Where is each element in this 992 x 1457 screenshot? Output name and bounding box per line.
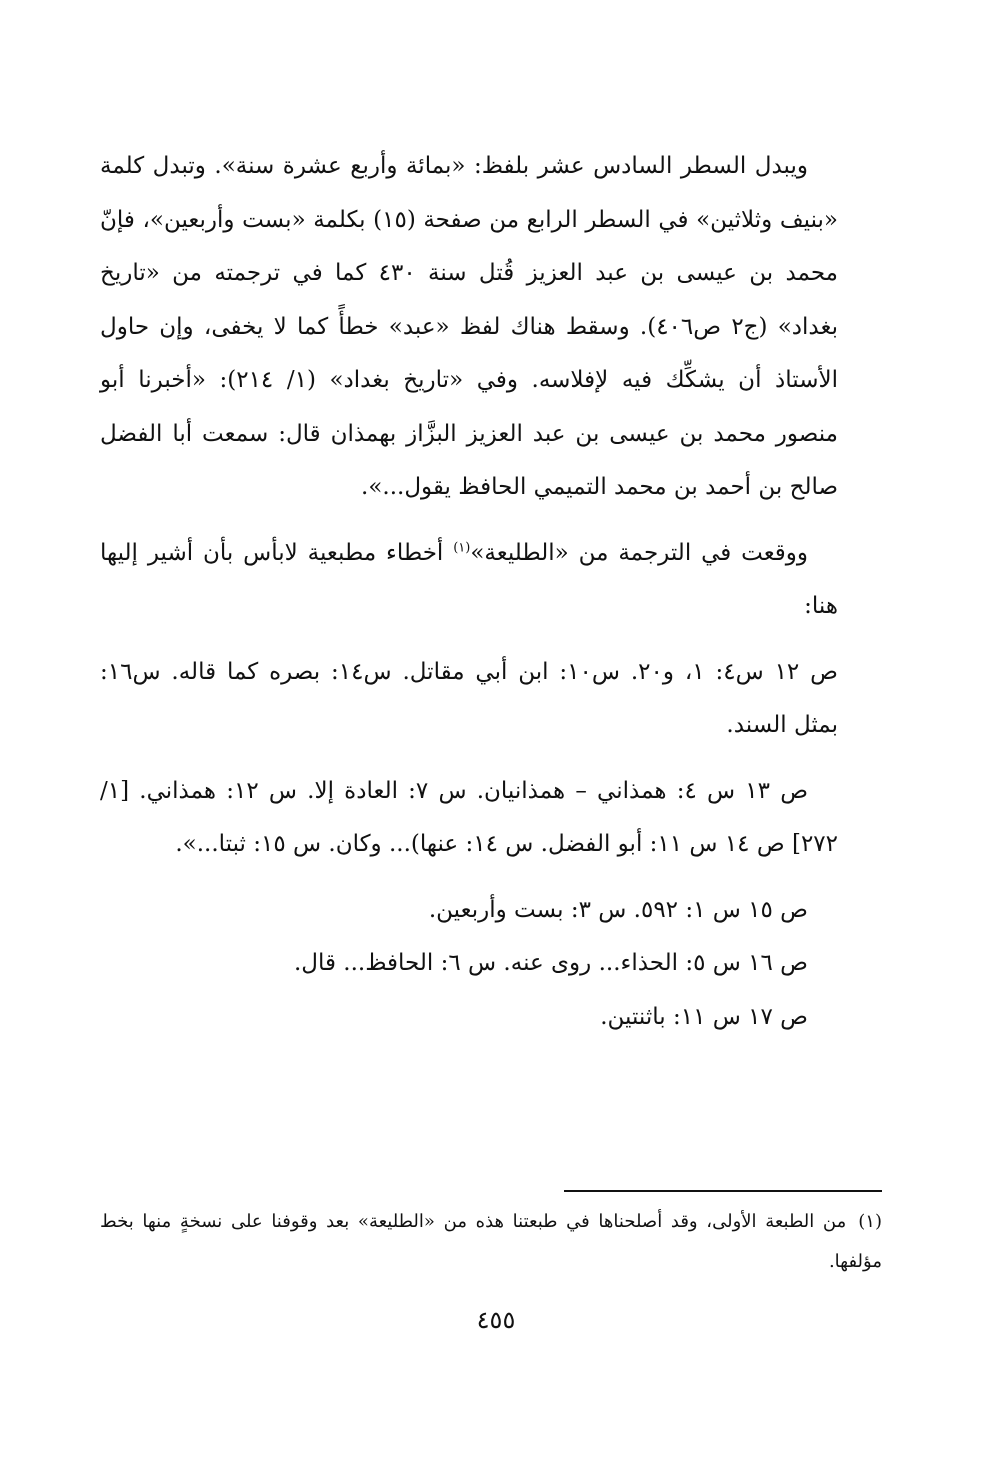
errata-line-page-13-14: ص ١٣ س ٤: همذاني – همذانيان. س ٧: العادة إلا. س ١٢: همذاني. [١/ ٢٧٢] ص ١٤ س ١١: أبو الفضل. س ١٤: عنها)... وكان. س ١٥: ثبتا...».	[100, 777, 838, 857]
errata-intro-start: ووقعت في الترجمة من «الطليعة»	[470, 539, 809, 566]
errata-line-page-17: ص ١٧ س ١١: باثنتين.	[600, 1003, 808, 1030]
errata-line-page-16: ص ١٦ س ٥: الحذاء... روى عنه. س ٦: الحافظ... قال.	[293, 950, 808, 976]
footnotes	[100, 1202, 882, 1282]
paragraph-errata-intro	[100, 527, 838, 634]
footnote-text: من الطبعة الأولى، وقد أصلحناها في طبعتنا هذه من «الطليعة» بعد وقوفنا على نسخةٍ منها بخط مؤلفها.	[100, 1211, 882, 1272]
footnote-separator	[564, 1190, 882, 1192]
main-text	[100, 140, 838, 1044]
footnote-reference[interactable]: (١)	[453, 539, 471, 555]
errata-line-page-15: ص ١٥ س ١: ٥٩٢. س ٣: بست وأربعين.	[428, 896, 808, 923]
footnote-1	[100, 1202, 882, 1282]
errata-line-page-12: ص ١٢ س٤: ١، و٢٠. س١٠: ابن أبي مقاتل. س١٤: بصره كما قاله. س١٦: بمثل السند.	[100, 658, 838, 738]
errata-intro-end: أخطاء مطبعية لابأس بأن أشير إليها هنا:	[100, 539, 838, 619]
footnote-marker: (١)	[858, 1211, 882, 1232]
page-number: ٤٥٥	[476, 1306, 516, 1334]
paragraph-correction-note: ويبدل السطر السادس عشر بلفظ: «بمائة وأربع عشرة سنة». وتبدل كلمة «بنيف وثلاثين» في السطر الرابع من صفحة (١٥) بكلمة «بست وأربعين»، فإنّ محمد بن عيسى بن عبد العزيز قُتل سنة ٤٣٠ كما في ترجمته من «تاريخ بغداد» (ج٢ ص٤٠٦). وسقط هناك لفظ «عبد» خطأً كما لا يخفى، وإن حاول الأستاذ أن يشكِّك فيه لإفلاسه. وفي «تاريخ بغداد» (١/ ٢١٤): «أخبرنا أبو منصور محمد بن عيسى بن عبد العزيز البزَّاز بهمذان قال: سمعت أبا الفضل صالح بن أحمد بن محمد التميمي الحافظ يقول...».	[100, 153, 838, 500]
